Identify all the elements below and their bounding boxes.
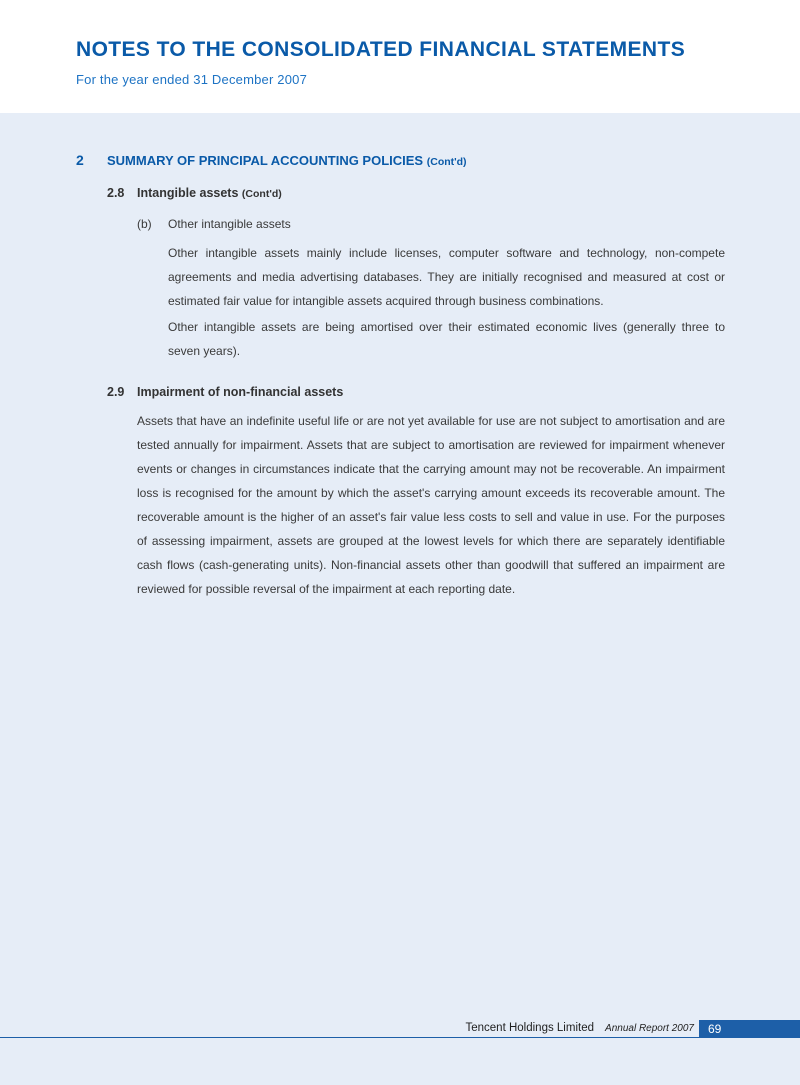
header-band [0, 0, 800, 113]
footer-report-title: Annual Report 2007 [605, 1023, 694, 1034]
section-cont-label: (Cont'd) [426, 156, 467, 168]
item-b-heading [137, 217, 291, 231]
footer-company-name: Tencent Holdings Limited [465, 1022, 594, 1034]
paragraph-impairment: Assets that have an indefinite useful life or are not yet available for use are not subject to amortisation and are tested annually for impairment. Assets that are subject to amortisation are reviewed for impairment whenever events or changes in circumstances indicate that the carrying amount may not be recoverable. An impairment loss is recognised for the amount by which the asset's carrying amount exceeds its recoverable amount. The recoverable amount is the higher of an asset's fair value less costs to sell and value in use. For the purposes of assessing impairment, assets are grouped at the lowest levels for which there are separately identifiable cash flows (cash-generating units). Non-financial assets other than goodwill that suffered an impairment are reviewed for possible reversal of the impairment at each reporting date. [137, 414, 725, 596]
item-label: Other intangible assets [168, 217, 291, 231]
section-title: SUMMARY OF PRINCIPAL ACCOUNTING POLICIES [107, 153, 424, 168]
page-title: NOTES TO THE CONSOLIDATED FINANCIAL STATEMENTS [76, 38, 686, 61]
subsection-title: Intangible assets [137, 186, 239, 200]
subsection-number: 2.9 [107, 385, 125, 399]
item-marker: (b) [137, 217, 152, 231]
subsection-heading-2-9 [107, 385, 343, 399]
footer-page-box [699, 1020, 800, 1038]
subsection-heading-2-8 [107, 186, 282, 200]
section-heading [76, 152, 776, 168]
page-subtitle: For the year ended 31 December 2007 [76, 72, 308, 87]
page-number: 69 [708, 1022, 722, 1036]
subsection-title: Impairment of non-financial assets [137, 385, 344, 399]
subsection-number: 2.8 [107, 186, 125, 200]
section-number: 2 [76, 152, 84, 168]
paragraph-other-intangible-assets: Other intangible assets mainly include licenses, computer software and technology, non-compete agreements and media advertising databases. They are initially recognised and measured at cost or estimated fair value for intangible assets acquired through business combinations. [168, 246, 725, 308]
subsection-cont-label: (Cont'd) [241, 188, 282, 200]
footer-rule [0, 1037, 800, 1038]
paragraph-amortisation: Other intangible assets are being amortised over their estimated economic lives (generally three to seven years). [168, 320, 725, 358]
